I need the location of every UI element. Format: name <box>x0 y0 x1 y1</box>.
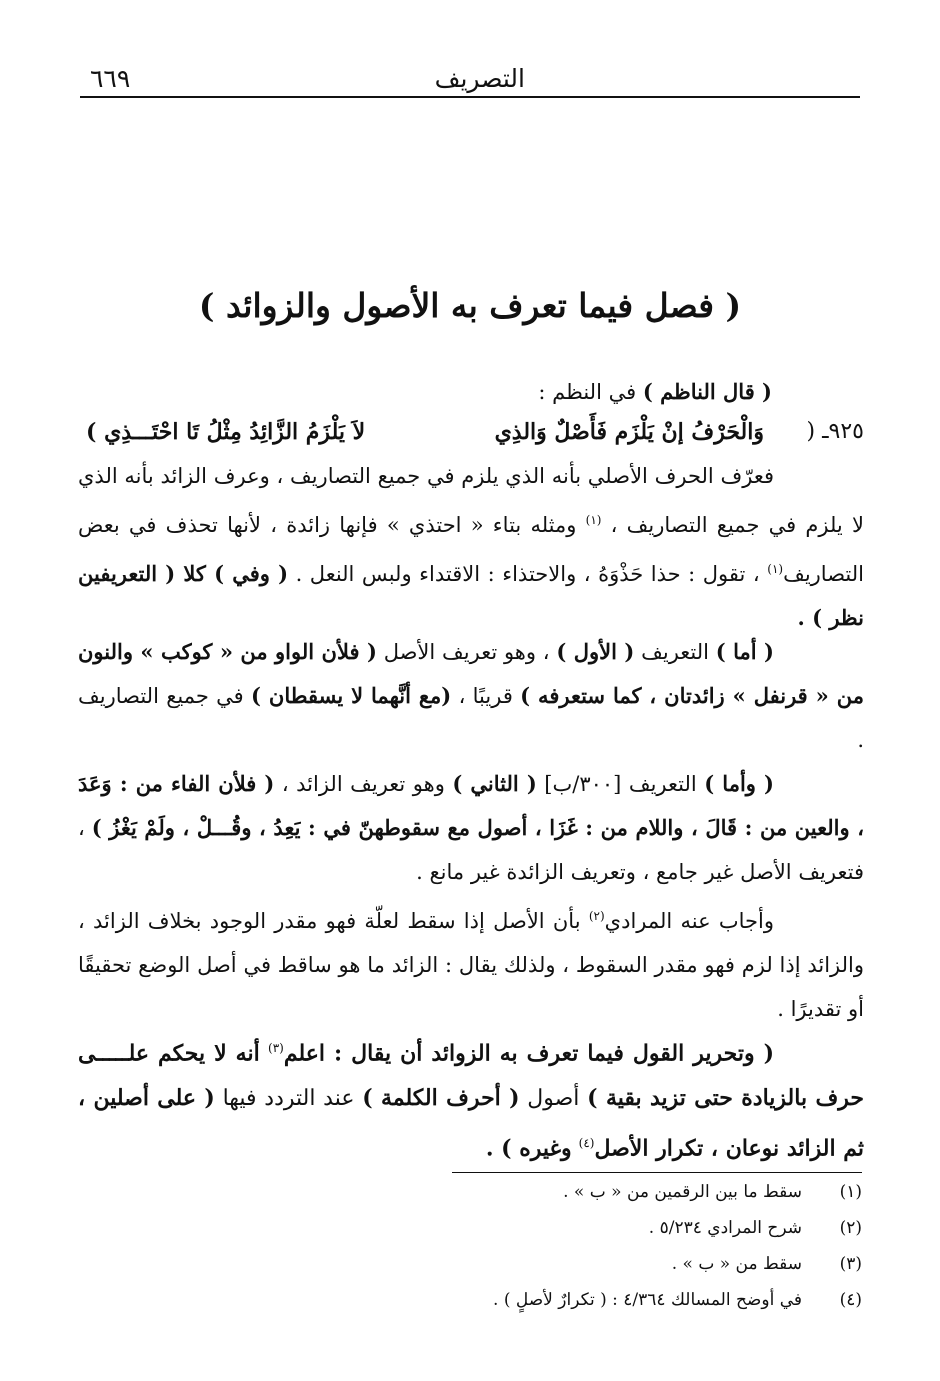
footnote-item <box>80 1218 862 1254</box>
p3-text-b: التعريف [٣٠٠/ب] <box>544 772 697 796</box>
p3-text-d: وهو تعريف الزائد ، <box>281 772 445 796</box>
p5-text-d: ( أحرف الكلمة ) <box>362 1085 520 1112</box>
poem-verse <box>78 410 864 454</box>
p5-text-b: أنه لا يحكم علـــــى حرف بالزيادة حتى تزيد بقية ) <box>78 1040 864 1112</box>
intro-line <box>78 370 864 414</box>
paragraph-1 <box>78 454 864 640</box>
p2-text-f: قريبًا ، <box>458 684 513 708</box>
p1-text-b: ومثله بتاء « احتذي » فإنها زائدة ، لأنها تحذف في بعض التصاريف <box>78 513 864 586</box>
verse-number: ٩٢٥ـ ( <box>806 419 864 444</box>
p5-text-f: ( على أصلين ، ثم الزائد نوعان ، تكرار الأصل <box>78 1085 864 1162</box>
p1-text-c: ، تقول : حذا حَذْوَهُ ، والاحتذاء : الاقتداء ولبس النعل . <box>295 562 760 586</box>
p4-text-b: بأن الأصل إذا سقط لعلّة فهو مقدر الوجود بخلاف الزائد ، والزائد إذا لزم فهو مقدر السقوط ، ولذلك يقال : الزائد ما هو ساقط في أصل الوضع تحقيقًا أو تقديرًا . <box>78 909 865 1021</box>
paragraph-2 <box>78 630 864 762</box>
p1-text-d: ( وفي ) كلا ( التعريفين نظر ) . <box>78 561 864 630</box>
footnote-item <box>80 1254 862 1290</box>
footnote-number: (٢) <box>839 1218 862 1238</box>
footnote-item <box>80 1182 862 1218</box>
section-title: ( فصل فيما تعرف به الأصول والزوائد ) <box>198 286 742 325</box>
p5-text-a: ( وتحرير القول فيما تعرف به الزوائد أن يقال : اعلم <box>283 1040 774 1067</box>
intro-rest: في النظم : <box>538 380 637 404</box>
header-rule <box>80 96 860 98</box>
p2-text-c: ( الأول ) <box>556 639 635 664</box>
p3-text-c: ( الثاني ) <box>452 771 537 796</box>
footnote-ref-3: (٣) <box>268 1041 284 1055</box>
paragraph-4 <box>78 894 864 1031</box>
running-title: التصريف <box>434 64 525 93</box>
paragraph-3 <box>78 762 864 894</box>
p2-text-h: في جميع التصاريف . <box>78 684 864 752</box>
verse-first-hemistich: وَالْحَرْفُ إنْ يَلْزَم فَأَصْلٌ وَالذِي <box>494 419 764 445</box>
footnote-ref-2: (٢) <box>588 909 605 923</box>
footnote-number: (١) <box>839 1182 862 1202</box>
p5-text-g: وغيره ) . <box>485 1135 572 1162</box>
running-head <box>80 62 860 98</box>
footnote-ref-4: (٤) <box>578 1136 595 1151</box>
paragraph-5 <box>78 1026 864 1172</box>
p3-text-a: ( وأما ) <box>704 771 774 796</box>
footnote-number: (٤) <box>839 1290 862 1310</box>
p2-text-a: ( أما ) <box>715 639 774 664</box>
verse-second-hemistich: لاَ يَلْزَمُ الزَّائِدُ مِثْلُ تَا احْتَـــذِي ) <box>86 419 366 445</box>
p2-text-d: ، وهو تعريف الأصل <box>383 640 550 664</box>
p3-text-f: ، فتعريف الأصل غير جامع ، وتعريف الزائدة غير مانع . <box>78 816 864 884</box>
footnote-text: سقط ما بين الرقمين من « ب » . <box>563 1182 802 1202</box>
footnote-ref-1b: (١) <box>767 562 784 576</box>
p2-text-e: ( فلأن الواو من « كوكب » والنون من « قرنفل » زائدتان ، كما ستعرفه ) <box>78 639 864 708</box>
p4-text-a: وأجاب عنه المرادي <box>604 909 775 933</box>
footnote-text: سقط من « ب » . <box>671 1254 802 1274</box>
intro-label: ( قال الناظم ) <box>642 379 772 404</box>
p3-text-e: ( فلأن الفاء من : وَعَدَ ، والعين من : قَالَ ، واللام من : غَزَا ، أصول مع سقوطهنّ في : يَعِدُ ، وقُـــلْ ، ولَمْ يَغْزُ ) <box>78 771 864 840</box>
footnotes <box>80 1182 862 1326</box>
footnote-text: شرح المرادي ٥/٢٣٤ . <box>648 1218 802 1238</box>
footnote-rule <box>452 1172 862 1173</box>
p5-text-c: أصول <box>527 1086 580 1112</box>
footnote-ref-1: (١) <box>585 513 602 527</box>
p2-text-g: (مع أنَّهما لا يسقطان ) <box>251 683 452 708</box>
page-number: ٦٦٩ <box>90 64 131 93</box>
p2-text-b: التعريف <box>641 640 709 664</box>
p1-text-a: فعرّف الحرف الأصلي بأنه الذي يلزم في جميع التصاريف ، وعرف الزائد بأنه الذي لا يلزم في جميع التصاريف ، <box>78 464 864 537</box>
p5-text-e: عند التردد فيها <box>222 1086 355 1112</box>
footnote-text: في أوضح المسالك ٤/٣٦٤ : ( تكرارٌ لأصلٍ ) . <box>493 1290 802 1310</box>
footnote-item <box>80 1290 862 1326</box>
footnote-number: (٣) <box>839 1254 862 1274</box>
